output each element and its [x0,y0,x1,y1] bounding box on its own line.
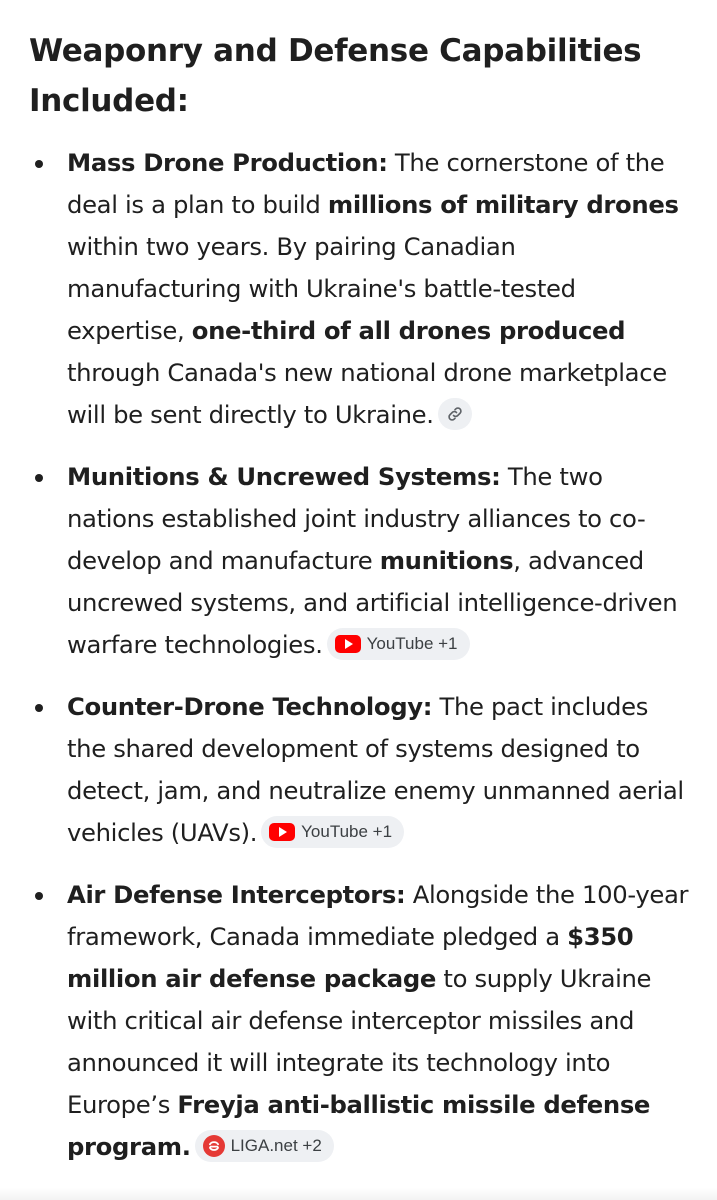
source-chip-youtube[interactable] [261,816,404,848]
item-bold-text: $350 million air defense package [67,922,634,993]
section-heading: Weaponry and Defense Capabilities Included: [29,33,642,119]
source-chip-liga[interactable] [195,1130,334,1162]
item-bold-text: millions of military drones [327,190,679,219]
source-chip-label: YouTube +1 [301,822,393,841]
youtube-icon [269,823,295,841]
list-item-counter-drone-technology [29,686,689,854]
item-text: The cornerstone of the deal is a plan to build [67,148,665,219]
list-item-air-defense-interceptors [29,874,689,1168]
item-text: within two years. By pairing Canadian manufacturing with Ukraine's battle-tested expertise, [67,232,576,345]
liga-icon [203,1135,225,1157]
item-text: Alongside the 100-year framework, Canada immediate pledged a [67,880,689,951]
item-text: to supply Ukraine with critical air defense interceptor missiles and announced it will integrate its technology into Europe’s [67,964,652,1119]
link-icon [446,405,464,423]
source-chip-youtube[interactable] [327,628,470,660]
item-text: The two nations established joint industry alliances to co-develop and manufacture [67,462,646,575]
item-text: through Canada's new national drone marketplace will be sent directly to Ukraine. [67,358,667,429]
item-text: , advanced uncrewed systems, and artificial intelligence-driven warfare technologies. [67,546,678,659]
item-title: Munitions & Uncrewed Systems: [67,462,501,491]
item-title: Mass Drone Production: [67,148,388,177]
capabilities-list [29,142,689,1168]
list-item-munitions-uncrewed-systems [29,456,689,666]
list-item-mass-drone-production [29,142,689,436]
item-title: Air Defense Interceptors: [67,880,406,909]
youtube-icon [335,635,361,653]
item-bold-text: munitions [379,546,514,575]
source-chip-label: LIGA.net +2 [230,1136,322,1155]
item-bold-text: Freyja anti-ballistic missile defense program. [67,1090,651,1161]
source-chip-label: YouTube +1 [366,634,458,653]
item-text: The pact includes the shared development of systems designed to detect, jam, and neutralize enemy unmanned aerial vehicles (UAVs). [67,692,684,847]
item-title: Counter-Drone Technology: [67,692,433,721]
bottom-divider [0,1188,717,1200]
item-bold-text: one-third of all drones produced [191,316,626,345]
source-link-chip[interactable] [438,398,472,430]
